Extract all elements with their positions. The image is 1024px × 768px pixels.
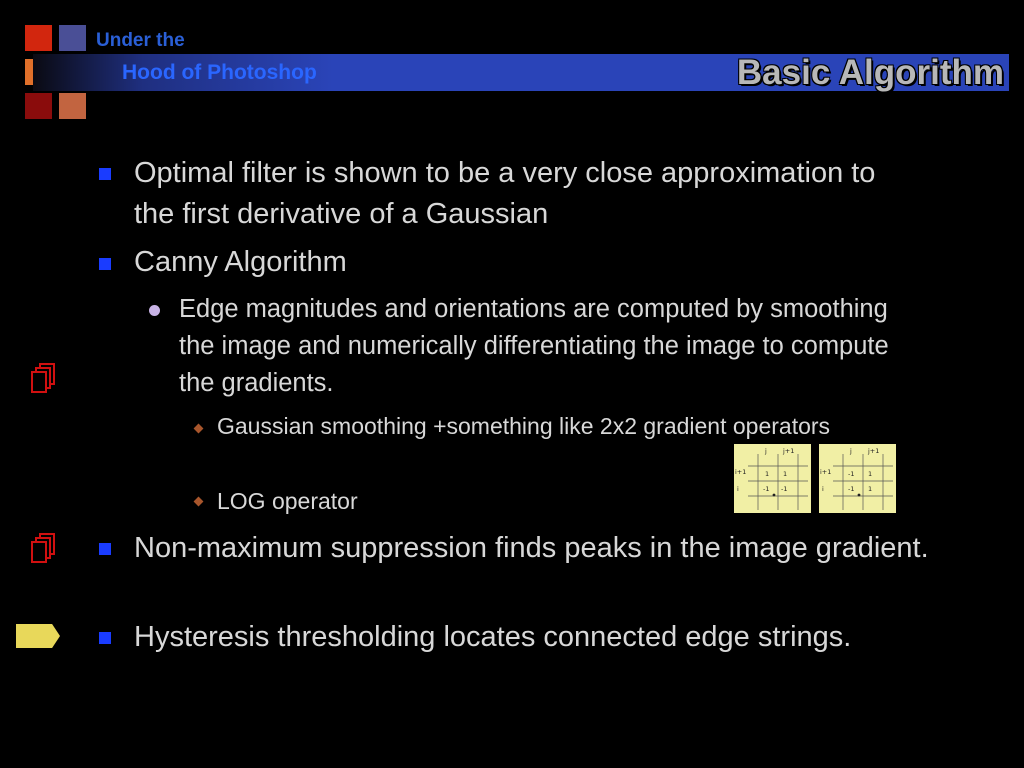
logo-square xyxy=(59,93,86,119)
bullet-text: Optimal filter is shown to be a very close approximation to the first derivative of a Gaussian xyxy=(134,157,876,230)
bullet-square xyxy=(99,543,111,555)
bullet-text: Gaussian smoothing +something like 2x2 gradient operators xyxy=(217,413,831,439)
brand-line-1: Under the xyxy=(96,30,185,51)
bullet-diamond xyxy=(194,497,204,507)
gradient-operator-grid xyxy=(734,444,811,513)
logo-square xyxy=(25,93,52,119)
row-label: i+1 xyxy=(735,468,747,476)
tag-marker-icon xyxy=(16,624,60,648)
cell: 1 xyxy=(783,470,788,478)
bullet-square xyxy=(99,168,111,180)
bullet-text: Hysteresis thresholding locates connected edge strings. xyxy=(134,621,852,653)
row-label: i xyxy=(822,485,824,493)
bullet-text: LOG operator xyxy=(217,488,358,514)
col-label: j xyxy=(765,447,767,455)
cell: 1 xyxy=(765,470,770,478)
bullet-text: Canny Algorithm xyxy=(134,246,347,278)
row-label: i xyxy=(737,485,739,493)
brand-line-2: Hood of Photoshop xyxy=(122,61,317,84)
row-label: i+1 xyxy=(820,468,832,476)
bullet-dot xyxy=(149,305,160,316)
bullet-square xyxy=(99,258,111,270)
cell: -1 xyxy=(848,470,855,478)
stacked-pages-icon xyxy=(30,532,58,570)
cell: -1 xyxy=(781,485,788,493)
gradient-operator-grid xyxy=(819,444,896,513)
logo-square xyxy=(25,25,52,51)
bullet-text: Non-maximum suppression finds peaks in the image gradient. xyxy=(134,532,929,564)
bullet-text: Edge magnitudes and orientations are computed by smoothing the image and numerically differentiating the image to compute the gradients. xyxy=(179,295,889,397)
col-label: j+1 xyxy=(783,447,795,455)
slide-title: Basic Algorithm xyxy=(736,53,1004,92)
logo-square xyxy=(59,25,86,51)
cell: 1 xyxy=(868,470,873,478)
bullet-square xyxy=(99,632,111,644)
col-label: j+1 xyxy=(868,447,880,455)
col-label: j xyxy=(850,447,852,455)
bullet-diamond xyxy=(194,424,204,434)
cell: -1 xyxy=(848,485,855,493)
stacked-pages-icon xyxy=(30,362,58,400)
cell: -1 xyxy=(763,485,770,493)
cell: 1 xyxy=(868,485,873,493)
